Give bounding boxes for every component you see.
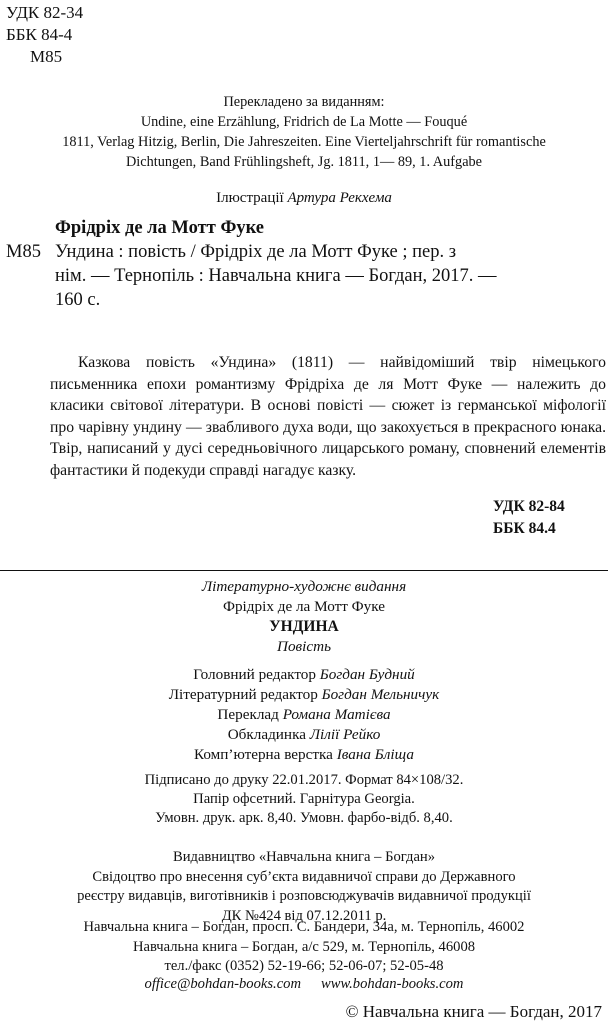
catalog-line: нім. — Тернопіль : Навчальна книга — Богдан, 2017. —	[55, 266, 497, 286]
translation-source-line: Перекладено за виданням:	[223, 94, 385, 110]
staff-role: Літературний редактор	[168, 686, 318, 703]
email-link[interactable]: office@bohdan-books.com	[144, 976, 302, 992]
translation-source-line: Undine, eine Erzählung, Fridrich de La Motte — Fouqué	[140, 114, 468, 130]
abstract-text: Казкова повість «Ундина» (1811) — найвідоміший твір німецького письменника епохи романтизму Фрідріха де ля Мотт Фуке — належить до класики світової літератури. В основі повісті — сюжет із германської міфології про чарівну ундину — звабливого духа води, що закохується в прекрасного юнака. Твір, написаний у дусі середньовічного лицарського роману, сповнений елементів фантастики й подекуди справді нагадує казку.	[50, 354, 606, 479]
address-line: Навчальна книга – Богдан, а/с 529, м. Тернопіль, 46008	[132, 938, 476, 955]
address-line: тел./факс (0352) 52-19-66; 52-06-07; 52-05-48	[164, 958, 444, 974]
colophon	[0, 577, 608, 765]
publisher-line: ДК №424 від 07.12.2011 р.	[221, 907, 387, 924]
catalog-entry	[6, 216, 606, 312]
publisher-address	[0, 918, 608, 977]
illustrations-label: Ілюстрації	[216, 190, 284, 206]
contacts	[0, 975, 608, 995]
udk-code: УДК 82-84	[493, 498, 565, 515]
abstract	[50, 352, 606, 482]
edition-type: Літературно-художнє видання	[201, 578, 407, 595]
copyright: © Навчальна книга — Богдан, 2017	[345, 1002, 602, 1021]
staff-name: Богдан Мельничук	[321, 686, 440, 703]
catalog-author: Фрідріх де ла Мотт Фуке	[55, 218, 265, 238]
colophon-author: Фрідріх де ла Мотт Фуке	[222, 598, 386, 615]
author-mark: М85	[30, 47, 63, 66]
staff-line	[0, 685, 608, 705]
publisher-line: Видавництво «Навчальна книга – Богдан»	[172, 849, 436, 865]
print-line: Умовн. друк. арк. 8,40. Умовн. фарбо-відб. 8,40.	[155, 810, 453, 827]
staff-name: Богдан Будний	[319, 666, 415, 683]
staff-role: Переклад	[217, 706, 279, 723]
book-genre: Повість	[277, 638, 331, 655]
address-line: Навчальна книга – Богдан, просп. С. Бандери, 34а, м. Тернопіль, 46002	[83, 919, 525, 935]
catalog-code: М85	[6, 242, 41, 262]
publisher-line: реєстру видавців, виготівників і розповсюджувачів видавничої продукції	[77, 888, 531, 904]
print-details	[0, 771, 608, 829]
udk-code: УДК 82-34	[6, 3, 84, 22]
publisher-info	[0, 848, 608, 926]
catalog-line: Ундина : повість / Фрідріх де ла Мотт Фуке ; пер. з	[55, 242, 457, 262]
staff-line	[0, 705, 608, 725]
publisher-line: Свідоцтво про внесення суб’єкта видавничої справи до Державного	[92, 868, 516, 885]
bbk-code: ББК 84.4	[493, 520, 556, 537]
classification-codes-secondary	[493, 496, 565, 540]
staff-line	[0, 665, 608, 685]
translation-source-line: 1811, Verlag Hitzig, Berlin, Die Jahreszeiten. Eine Vierteljahrschrift für romantische	[62, 134, 546, 150]
print-line: Папір офсетний. Гарнітура Georgia.	[193, 791, 415, 808]
print-line: Підписано до друку 22.01.2017. Формат 84×108/32.	[144, 772, 464, 788]
website-link[interactable]: www.bohdan-books.com	[321, 976, 464, 992]
translation-source	[0, 92, 608, 172]
staff-name: Романа Матієва	[282, 706, 391, 723]
classification-codes	[6, 2, 83, 68]
staff-line	[0, 745, 608, 765]
staff-name: Лілії Рейко	[309, 726, 381, 743]
translation-source-line: Dichtungen, Band Frühlingsheft, Jg. 1811, 1— 89, 1. Aufgabe	[125, 154, 483, 170]
staff-line	[0, 725, 608, 745]
staff-name: Івана Бліща	[336, 746, 415, 763]
illustrations-credit	[0, 188, 608, 208]
catalog-line: 160 с.	[55, 290, 101, 310]
book-title: УНДИНА	[269, 618, 339, 635]
staff-role: Обкладинка	[227, 726, 306, 743]
staff-role: Комп’ютерна верстка	[193, 746, 333, 763]
illustrations-artist: Артура Рекхема	[287, 190, 392, 206]
divider	[0, 570, 608, 571]
bbk-code: ББК 84-4	[6, 25, 73, 44]
staff-role: Головний редактор	[193, 666, 316, 683]
